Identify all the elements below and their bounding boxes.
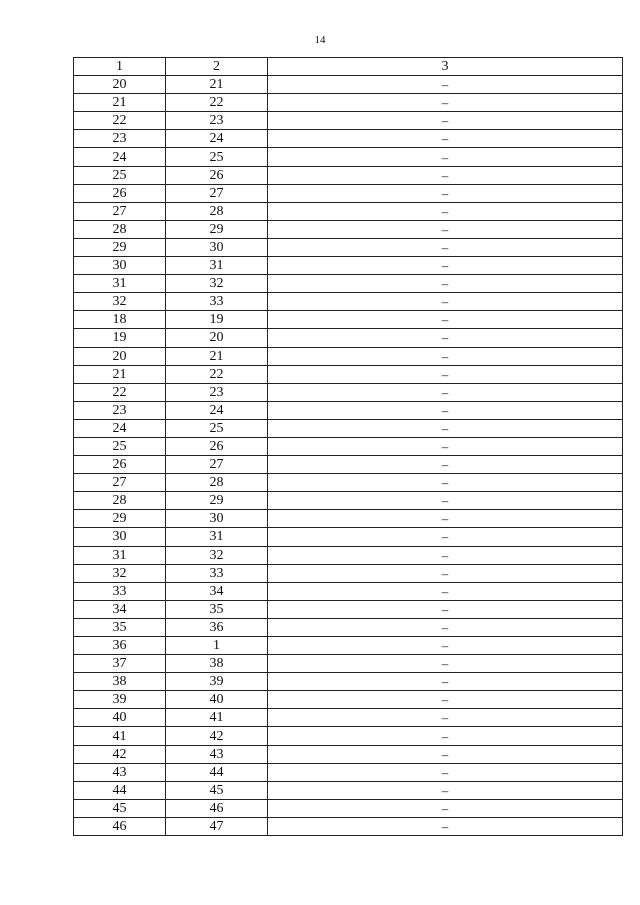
table-cell-col-2: 31 xyxy=(166,257,268,275)
table-cell-col-1: 21 xyxy=(74,365,166,383)
table-row xyxy=(74,311,623,329)
table-row xyxy=(74,166,623,184)
table-cell-col-1: 38 xyxy=(74,673,166,691)
table-cell-col-3: – xyxy=(268,510,623,528)
table-cell-col-2: 34 xyxy=(166,582,268,600)
table-cell-col-1: 19 xyxy=(74,329,166,347)
table-cell-col-2: 30 xyxy=(166,238,268,256)
table-cell-col-2: 40 xyxy=(166,691,268,709)
table-cell-col-3: – xyxy=(268,275,623,293)
table-cell-col-3: – xyxy=(268,148,623,166)
table-cell-col-1: 29 xyxy=(74,238,166,256)
table-cell-col-2: 19 xyxy=(166,311,268,329)
table-cell-col-3: – xyxy=(268,94,623,112)
table-cell-col-1: 27 xyxy=(74,474,166,492)
table-cell-col-1: 41 xyxy=(74,727,166,745)
table-row xyxy=(74,691,623,709)
table-cell-col-1: 28 xyxy=(74,492,166,510)
table-cell-col-1: 31 xyxy=(74,546,166,564)
table-cell-col-2: 33 xyxy=(166,564,268,582)
table-cell-col-1: 31 xyxy=(74,275,166,293)
table-cell-col-2: 39 xyxy=(166,673,268,691)
table-cell-col-3: – xyxy=(268,238,623,256)
table-row xyxy=(74,673,623,691)
table-cell-col-2: 24 xyxy=(166,401,268,419)
table-row xyxy=(74,564,623,582)
table-cell-col-2: 42 xyxy=(166,727,268,745)
table-row xyxy=(74,817,623,835)
table-cell-col-3: – xyxy=(268,709,623,727)
table-cell-col-2: 31 xyxy=(166,528,268,546)
table-cell-col-2: 44 xyxy=(166,763,268,781)
table-row xyxy=(74,546,623,564)
table-cell-col-3: – xyxy=(268,727,623,745)
table-cell-col-3: – xyxy=(268,474,623,492)
table-row xyxy=(74,202,623,220)
table-cell-col-1: 34 xyxy=(74,600,166,618)
table-row xyxy=(74,492,623,510)
table-cell-col-1: 24 xyxy=(74,148,166,166)
table-cell-col-1: 36 xyxy=(74,637,166,655)
table-cell-col-3: – xyxy=(268,673,623,691)
table-row xyxy=(74,419,623,437)
table-cell-col-1: 26 xyxy=(74,456,166,474)
table-row xyxy=(74,709,623,727)
table-row xyxy=(74,600,623,618)
table-cell-col-3: – xyxy=(268,492,623,510)
table-cell-col-1: 46 xyxy=(74,817,166,835)
table-cell-col-2: 33 xyxy=(166,293,268,311)
table-row xyxy=(74,238,623,256)
table-cell-col-3: – xyxy=(268,383,623,401)
table-cell-col-3: – xyxy=(268,582,623,600)
table-cell-col-3: – xyxy=(268,166,623,184)
table-cell-col-2: 27 xyxy=(166,456,268,474)
column-header-1: 1 xyxy=(74,58,166,76)
table-cell-col-3: – xyxy=(268,311,623,329)
column-header-2: 2 xyxy=(166,58,268,76)
table-cell-col-2: 27 xyxy=(166,184,268,202)
page-number: 14 xyxy=(314,34,326,46)
table-cell-col-3: – xyxy=(268,618,623,636)
table-row xyxy=(74,112,623,130)
table-cell-col-1: 44 xyxy=(74,781,166,799)
table-cell-col-1: 21 xyxy=(74,94,166,112)
table-cell-col-3: – xyxy=(268,564,623,582)
table-cell-col-1: 23 xyxy=(74,130,166,148)
table-cell-col-2: 43 xyxy=(166,745,268,763)
table-cell-col-2: 1 xyxy=(166,637,268,655)
table-cell-col-3: – xyxy=(268,401,623,419)
table-cell-col-2: 25 xyxy=(166,148,268,166)
table-row xyxy=(74,528,623,546)
table-cell-col-3: – xyxy=(268,528,623,546)
table-row xyxy=(74,456,623,474)
table-cell-col-3: – xyxy=(268,184,623,202)
table-row xyxy=(74,618,623,636)
table-cell-col-1: 18 xyxy=(74,311,166,329)
table-cell-col-1: 33 xyxy=(74,582,166,600)
table-cell-col-2: 26 xyxy=(166,437,268,455)
table-cell-col-1: 24 xyxy=(74,419,166,437)
table-row xyxy=(74,148,623,166)
table-cell-col-3: – xyxy=(268,763,623,781)
table-cell-col-2: 28 xyxy=(166,474,268,492)
data-table xyxy=(73,57,623,836)
table-row xyxy=(74,799,623,817)
table-cell-col-2: 32 xyxy=(166,275,268,293)
table-row xyxy=(74,365,623,383)
table-cell-col-2: 35 xyxy=(166,600,268,618)
table-cell-col-2: 23 xyxy=(166,112,268,130)
table-cell-col-2: 25 xyxy=(166,419,268,437)
table-cell-col-2: 41 xyxy=(166,709,268,727)
table-cell-col-3: – xyxy=(268,546,623,564)
table-row xyxy=(74,184,623,202)
table-cell-col-1: 25 xyxy=(74,166,166,184)
table-row xyxy=(74,293,623,311)
table-cell-col-3: – xyxy=(268,130,623,148)
table-row xyxy=(74,582,623,600)
table-cell-col-2: 29 xyxy=(166,492,268,510)
table-cell-col-3: – xyxy=(268,456,623,474)
table-row xyxy=(74,257,623,275)
table-row xyxy=(74,655,623,673)
table-row xyxy=(74,474,623,492)
table-cell-col-3: – xyxy=(268,347,623,365)
table-cell-col-3: – xyxy=(268,76,623,94)
table-cell-col-1: 20 xyxy=(74,347,166,365)
table-row xyxy=(74,383,623,401)
table-cell-col-2: 24 xyxy=(166,130,268,148)
table-cell-col-3: – xyxy=(268,655,623,673)
table-cell-col-1: 22 xyxy=(74,383,166,401)
table-header-row xyxy=(74,58,623,76)
table-cell-col-1: 22 xyxy=(74,112,166,130)
table-row xyxy=(74,781,623,799)
table-cell-col-1: 30 xyxy=(74,528,166,546)
table-cell-col-3: – xyxy=(268,600,623,618)
table-cell-col-2: 26 xyxy=(166,166,268,184)
table-cell-col-1: 39 xyxy=(74,691,166,709)
table-row xyxy=(74,94,623,112)
table-body xyxy=(74,76,623,836)
table-cell-col-1: 25 xyxy=(74,437,166,455)
table-cell-col-2: 22 xyxy=(166,365,268,383)
table-cell-col-3: – xyxy=(268,202,623,220)
table-cell-col-3: – xyxy=(268,799,623,817)
table-row xyxy=(74,437,623,455)
table-cell-col-2: 29 xyxy=(166,220,268,238)
table-cell-col-2: 30 xyxy=(166,510,268,528)
table-cell-col-2: 28 xyxy=(166,202,268,220)
table-cell-col-3: – xyxy=(268,745,623,763)
table-cell-col-3: – xyxy=(268,781,623,799)
table-cell-col-3: – xyxy=(268,329,623,347)
table-cell-col-3: – xyxy=(268,365,623,383)
table-cell-col-2: 36 xyxy=(166,618,268,636)
table-cell-col-2: 32 xyxy=(166,546,268,564)
table-row xyxy=(74,76,623,94)
table-row xyxy=(74,275,623,293)
table-cell-col-1: 32 xyxy=(74,293,166,311)
table-cell-col-3: – xyxy=(268,257,623,275)
table-cell-col-3: – xyxy=(268,437,623,455)
table-cell-col-2: 38 xyxy=(166,655,268,673)
table-cell-col-1: 26 xyxy=(74,184,166,202)
table-row xyxy=(74,763,623,781)
table-row xyxy=(74,220,623,238)
table-cell-col-2: 22 xyxy=(166,94,268,112)
table-cell-col-2: 45 xyxy=(166,781,268,799)
table-row xyxy=(74,401,623,419)
table-row xyxy=(74,745,623,763)
table-cell-col-2: 21 xyxy=(166,347,268,365)
table-row xyxy=(74,637,623,655)
table-cell-col-1: 43 xyxy=(74,763,166,781)
table-cell-col-2: 23 xyxy=(166,383,268,401)
table-cell-col-1: 40 xyxy=(74,709,166,727)
table-row xyxy=(74,727,623,745)
table-cell-col-2: 47 xyxy=(166,817,268,835)
table-row xyxy=(74,510,623,528)
table-cell-col-2: 20 xyxy=(166,329,268,347)
table-cell-col-3: – xyxy=(268,293,623,311)
table-cell-col-2: 21 xyxy=(166,76,268,94)
table-cell-col-1: 28 xyxy=(74,220,166,238)
table-cell-col-1: 20 xyxy=(74,76,166,94)
table-cell-col-3: – xyxy=(268,419,623,437)
table-cell-col-1: 23 xyxy=(74,401,166,419)
table-cell-col-3: – xyxy=(268,637,623,655)
table-row xyxy=(74,130,623,148)
table-cell-col-1: 30 xyxy=(74,257,166,275)
table-cell-col-1: 42 xyxy=(74,745,166,763)
table-cell-col-1: 29 xyxy=(74,510,166,528)
table-row xyxy=(74,329,623,347)
table-cell-col-1: 32 xyxy=(74,564,166,582)
column-header-3: 3 xyxy=(268,58,623,76)
table-cell-col-3: – xyxy=(268,691,623,709)
table-cell-col-1: 35 xyxy=(74,618,166,636)
table-cell-col-1: 37 xyxy=(74,655,166,673)
table-row xyxy=(74,347,623,365)
table-cell-col-3: – xyxy=(268,112,623,130)
table-cell-col-1: 27 xyxy=(74,202,166,220)
table-cell-col-1: 45 xyxy=(74,799,166,817)
table-cell-col-2: 46 xyxy=(166,799,268,817)
table-cell-col-3: – xyxy=(268,817,623,835)
table-cell-col-3: – xyxy=(268,220,623,238)
